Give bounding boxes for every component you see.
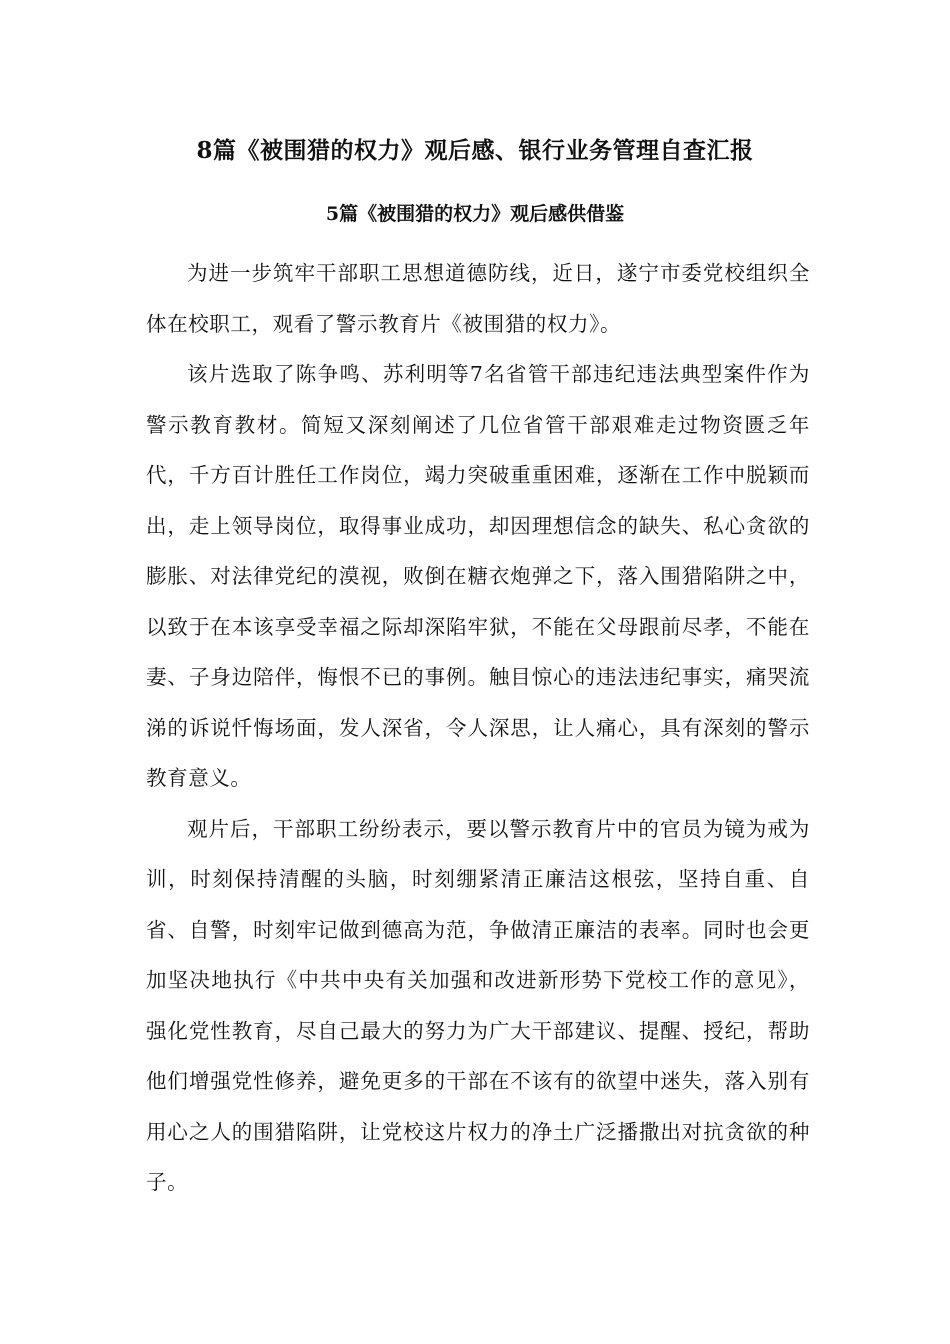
paragraph-3: 观片后，干部职工纷纷表示，要以警示教育片中的官员为镜为戒为训，时刻保持清醒的头脑，时刻绷紧清正廉洁这根弦，坚持自重、自省、自警，时刻牢记做到德高为范，争做清正廉洁的表率。同时也会更加坚决地执行《中共中央有关加强和改进新形势下党校工作的意见》，强化党性教育，尽自己最大的努力为广大干部建议、提醒、授纪，帮助他们增强党性修养，避免更多的干部在不该有的欲望中迷失，落入别有用心之人的围猎陷阱，让党校这片权力的净土广泛播撒出对抗贪欲的种子。 xyxy=(146,816,810,1194)
document-body xyxy=(146,248,810,1208)
document-title: 8篇《被围猎的权力》观后感、银行业务管理自查汇报 xyxy=(196,137,754,164)
document-subtitle: 5篇《被围猎的权力》观后感供借鉴 xyxy=(325,203,625,225)
paragraph-2: 该片选取了陈争鸣、苏利明等7名省管干部违纪违法典型案件作为警示教育教材。简短又深刻阐述了几位省管干部艰难走过物资匮乏年代，千方百计胜任工作岗位，竭力突破重重困难，逐渐在工作中脱颖而出，走上领导岗位，取得事业成功，却因理想信念的缺失、私心贪欲的膨胀、对法律党纪的漠视，败倒在糖衣炮弹之下，落入围猎陷阱之中，以致于在本该享受幸福之际却深陷牢狱，不能在父母跟前尽孝，不能在妻、子身边陪伴，悔恨不已的事例。触目惊心的违法违纪事实，痛哭流涕的诉说忏悔场面，发人深省，令人深思，让人痛心，具有深刻的警示教育意义。 xyxy=(146,362,810,790)
paragraph-1: 为进一步筑牢干部职工思想道德防线，近日，遂宁市委党校组织全体在校职工，观看了警示教育片《被围猎的权力》。 xyxy=(146,261,810,336)
